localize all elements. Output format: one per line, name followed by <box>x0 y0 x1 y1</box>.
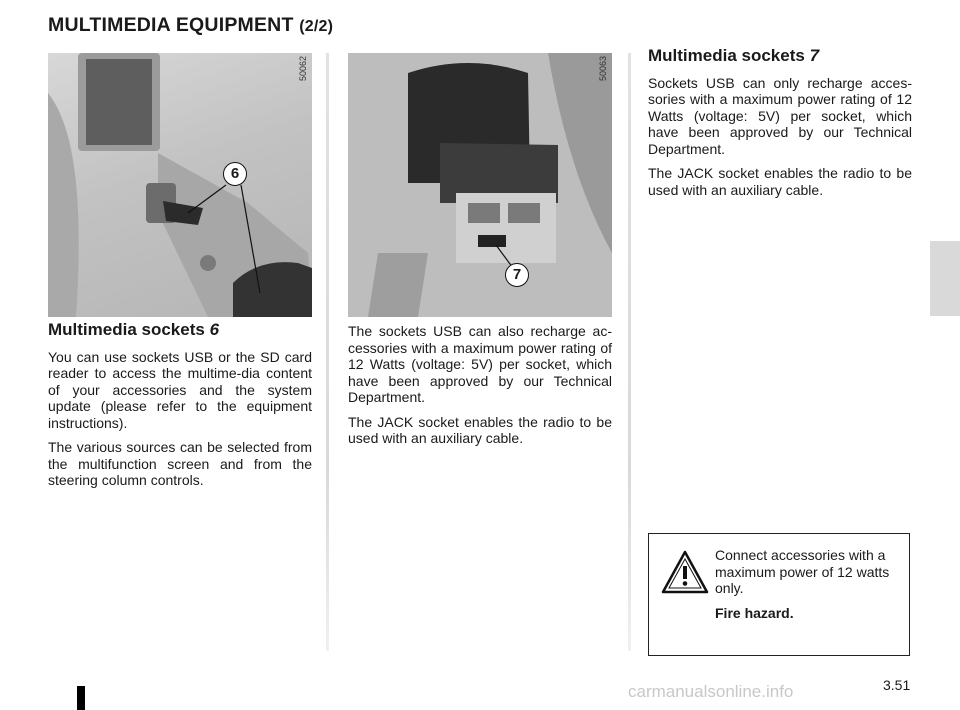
image-ref-code: 50063 <box>598 56 608 82</box>
section-heading: Multimedia sockets 7 <box>648 46 820 65</box>
section-middle-text <box>348 323 612 455</box>
section-multimedia-sockets-7 <box>648 48 912 206</box>
image-ref-code: 50062 <box>298 56 308 82</box>
paragraph: The JACK socket enables the radio to be used with an auxiliary cable. <box>348 413 612 446</box>
warning-box <box>648 533 910 656</box>
paragraph: Sockets USB can only recharge acces-sories with a maximum power rating of 12 Watts (voltage: 5V) per socket, which have been approved by our Technical Department. <box>648 74 912 157</box>
callout-7: 7 <box>505 263 529 287</box>
chapter-tab <box>930 241 960 316</box>
column-separator <box>326 53 329 651</box>
section-heading: Multimedia sockets 6 <box>48 320 220 339</box>
paragraph: The JACK socket enables the radio to be used with an auxiliary cable. <box>648 165 912 198</box>
page-number: 3.51 <box>883 677 911 693</box>
column-separator <box>628 53 631 651</box>
paragraph: The sockets USB can also recharge ac-cessories with a maximum power rating of 12 Watts (voltage: 5V) per socket, which have been approved by our Technical Department. <box>348 323 612 405</box>
paragraph: You can use sockets USB or the SD card reader to access the multime-dia content of your accessories and the system update (please refer to the equipment instructions). <box>48 348 312 431</box>
watermark: carmanualsonline.info <box>628 682 794 701</box>
warning-emphasis: Fire hazard. <box>715 604 794 621</box>
page-title: MULTIMEDIA EQUIPMENT (2/2) <box>48 14 334 36</box>
paragraph: The various sources can be selected from the multifunction screen and from the steering column controls. <box>48 439 312 488</box>
warning-text: Connect accessories with a maximum power of 12 watts only. <box>715 547 890 596</box>
rear-console-photo <box>348 53 612 317</box>
warning-triangle-icon <box>661 550 709 599</box>
print-mark <box>77 686 85 710</box>
dashboard-console-photo <box>48 53 312 317</box>
section-multimedia-sockets-6 <box>48 322 312 497</box>
callout-6: 6 <box>223 162 247 186</box>
